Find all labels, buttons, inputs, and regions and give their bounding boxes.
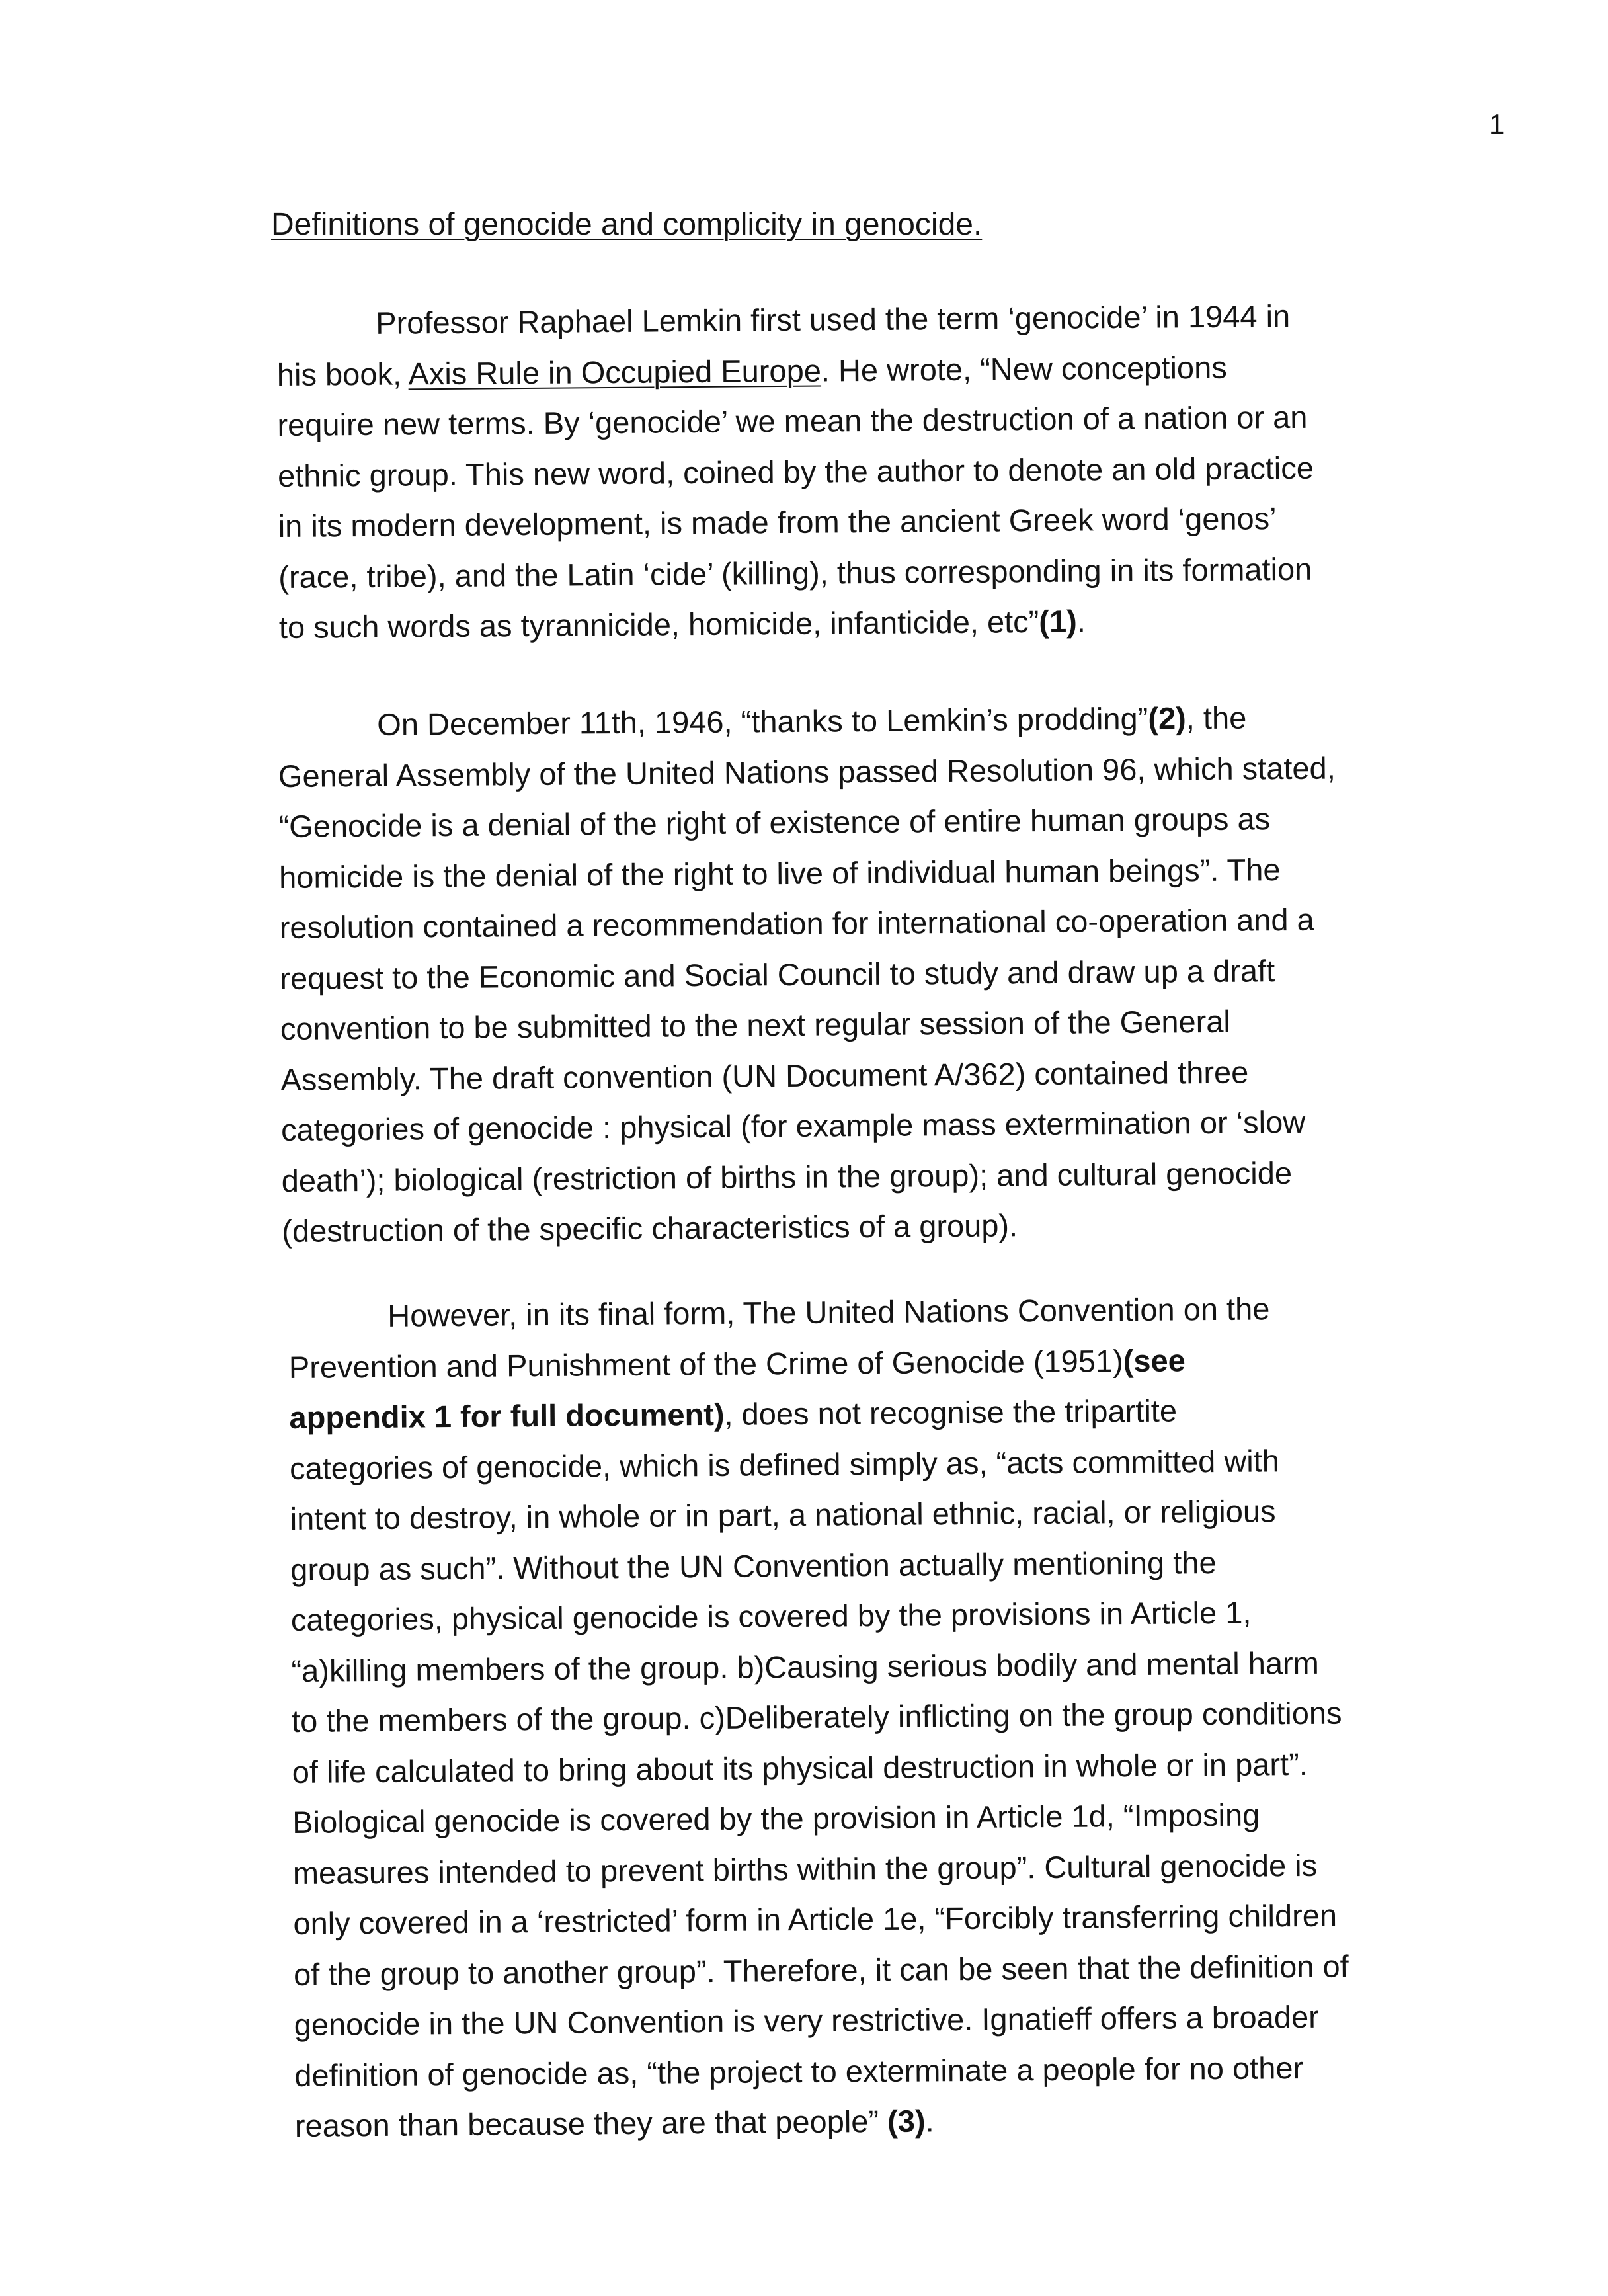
text-line: require new terms. By ‘genocide’ we mean the destruction of a nation or an bbox=[277, 399, 1308, 442]
text-line: Assembly. The draft convention (UN Document A/362) contained three bbox=[280, 1053, 1249, 1097]
page-number: 1 bbox=[1489, 108, 1505, 140]
paragraph-lemkin bbox=[276, 291, 1315, 653]
paragraph-un-convention bbox=[288, 1283, 1350, 2151]
text-line: in its modern development, is made from the ancient Greek word ‘genos’ bbox=[278, 501, 1277, 544]
text-line: categories of genocide : physical (for example mass extermination or ‘slow bbox=[280, 1104, 1306, 1147]
text-line: appendix 1 for full document), does not recognise the tripartite bbox=[289, 1393, 1178, 1435]
text-line: However, in its final form, The United Nations Convention on the bbox=[387, 1291, 1270, 1333]
text-line: Professor Raphael Lemkin first used the term ‘genocide’ in 1944 in bbox=[376, 298, 1291, 341]
text-line: “a)killing members of the group. b)Causing serious bodily and mental harm bbox=[291, 1645, 1320, 1688]
text-line: reason than because they are that people” (3). bbox=[294, 2103, 934, 2143]
text-line: measures intended to prevent births within the group”. Cultural genocide is bbox=[292, 1847, 1318, 1891]
text-line: convention to be submitted to the next regular session of the General bbox=[280, 1003, 1231, 1046]
text-line: homicide is the denial of the right to live of individual human beings”. The bbox=[278, 851, 1281, 895]
text-line: resolution contained a recommendation for international co-operation and a bbox=[279, 901, 1314, 945]
text-line: Biological genocide is covered by the provision in Article 1d, “Imposing bbox=[292, 1797, 1260, 1840]
footnote-reference: (1) bbox=[1039, 603, 1077, 639]
text-line: only covered in a ‘restricted’ form in Article 1e, “Forcibly transferring children bbox=[293, 1897, 1338, 1941]
text-line: ethnic group. This new word, coined by the author to denote an old practice bbox=[277, 450, 1314, 493]
text-line: categories, physical genocide is covered by the provisions in Article 1, bbox=[290, 1594, 1252, 1637]
text-line: genocide in the UN Convention is very restrictive. Ignatieff offers a broader bbox=[294, 1998, 1319, 2042]
appendix-reference: appendix 1 for full document) bbox=[289, 1396, 725, 1435]
text-line: “Genocide is a denial of the right of existence of entire human groups as bbox=[278, 801, 1271, 844]
section-heading: Definitions of genocide and complicity in genocide. bbox=[271, 207, 983, 242]
text-line: intent to destroy, in whole or in part, a national ethnic, racial, or religious bbox=[290, 1493, 1276, 1536]
text-line: death’); biological (restriction of births in the group); and cultural genocide bbox=[281, 1155, 1293, 1198]
paragraph-resolution-96 bbox=[278, 692, 1339, 1256]
text-line: On December 11th, 1946, “thanks to Lemkin’s prodding”(2), the bbox=[377, 700, 1247, 742]
text-line: categories of genocide, which is defined simply as, “acts committed with bbox=[289, 1442, 1280, 1486]
text-line: request to the Economic and Social Council to study and draw up a draft bbox=[280, 952, 1275, 996]
text-line: his book, Axis Rule in Occupied Europe. He wrote, “New conceptions bbox=[276, 349, 1227, 392]
text-line: to the members of the group. c)Deliberately inflicting on the group conditions bbox=[291, 1695, 1342, 1739]
text-line: to such words as tyrannicide, homicide, infanticide, etc”(1). bbox=[278, 603, 1086, 645]
text-line: (destruction of the specific characteristics of a group). bbox=[282, 1208, 1018, 1249]
text-line: (race, tribe), and the Latin ‘cide’ (killing), thus corresponding in its formation bbox=[278, 551, 1312, 594]
text-line: General Assembly of the United Nations passed Resolution 96, which stated, bbox=[278, 749, 1336, 794]
text-line: definition of genocide as, “the project to exterminate a people for no other bbox=[294, 2049, 1304, 2093]
text-line: of life calculated to bring about its physical destruction in whole or in part”. bbox=[292, 1746, 1308, 1789]
footnote-reference: (3) bbox=[887, 2103, 926, 2139]
footnote-reference: (2) bbox=[1148, 700, 1186, 736]
book-title: Axis Rule in Occupied Europe bbox=[408, 352, 822, 391]
appendix-reference: (see bbox=[1123, 1342, 1186, 1378]
text-line: of the group to another group”. Therefore, it can be seen that the definition of bbox=[293, 1948, 1349, 1992]
text-line: Prevention and Punishment of the Crime of Genocide (1951)(see bbox=[288, 1342, 1186, 1385]
text-line: group as such”. Without the UN Convention actually mentioning the bbox=[290, 1544, 1217, 1587]
